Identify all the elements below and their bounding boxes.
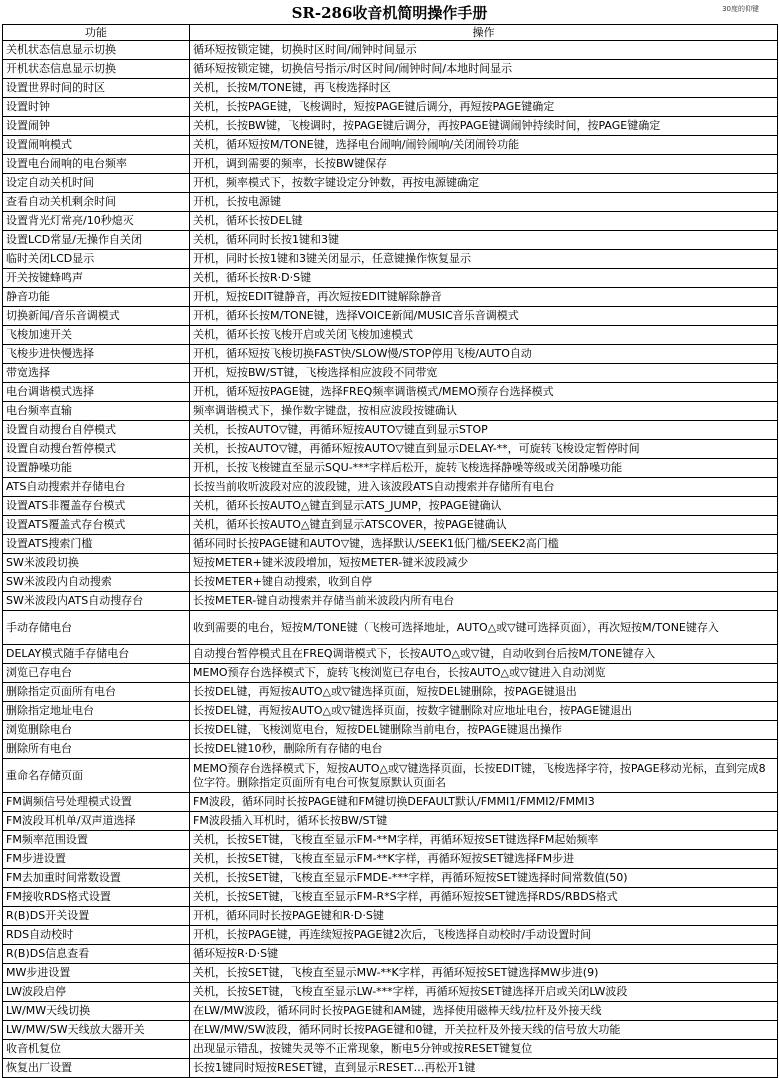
function-cell: 收音机复位: [3, 1040, 190, 1059]
table-row: [3, 664, 778, 683]
table-row: [3, 440, 778, 459]
table-row: [3, 592, 778, 611]
operation-table: [2, 24, 778, 1078]
function-cell: LW/MW/SW天线放大器开关: [3, 1021, 190, 1040]
operation-cell: 开机，循环短按PAGE键，选择FREQ频率调谐模式/MEMO预存台选择模式: [190, 383, 778, 402]
operation-cell: 关机，长按SET键，飞梭直至显示FMDE-***字样，再循环短按SET键选择时间常数值(50): [190, 869, 778, 888]
function-cell: 带宽选择: [3, 364, 190, 383]
function-cell: SW米波段切换: [3, 554, 190, 573]
table-row: [3, 193, 778, 212]
function-cell: FM步进设置: [3, 850, 190, 869]
operation-cell: FM波段插入耳机时，循环长按BW/ST键: [190, 812, 778, 831]
operation-cell: 关机，循环长按DEL键: [190, 212, 778, 231]
operation-cell: 关机，长按AUTO▽键，再循环短按AUTO▽键直到显示DELAY-**，可旋转飞梭设定暂停时间: [190, 440, 778, 459]
function-cell: 删除指定页面所有电台: [3, 683, 190, 702]
table-row: [3, 79, 778, 98]
operation-cell: 自动搜台暂停模式且在FREQ调谐模式下，长按AUTO△或▽键，自动收到台后按M/TONE键存入: [190, 645, 778, 664]
function-cell: FM接收RDS格式设置: [3, 888, 190, 907]
operation-cell: 长按DEL键，飞梭浏览电台，短按DEL键删除当前电台，按PAGE键退出操作: [190, 721, 778, 740]
table-row: [3, 535, 778, 554]
table-row: [3, 345, 778, 364]
table-row: [3, 1002, 778, 1021]
function-cell: SW米波段内自动搜索: [3, 573, 190, 592]
table-row: [3, 1059, 778, 1078]
table-row: [3, 793, 778, 812]
operation-cell: 收到需要的电台，短按M/TONE键（飞梭可选择地址，AUTO△或▽键可选择页面），再次短按M/TONE键存入: [190, 611, 778, 645]
function-cell: 浏览删除电台: [3, 721, 190, 740]
operation-cell: 长按当前收听波段对应的波段键，进入该波段ATS自动搜索并存储所有电台: [190, 478, 778, 497]
function-cell: 设置静噪功能: [3, 459, 190, 478]
table-row: [3, 983, 778, 1002]
function-cell: 重命名存储页面: [3, 759, 190, 793]
operation-cell: 开机，同时长按1键和3键关闭显示，任意键操作恢复显示: [190, 250, 778, 269]
table-row: [3, 888, 778, 907]
operation-cell: 频率调谐模式下，操作数字键盘，按相应波段按键确认: [190, 402, 778, 421]
table-row: [3, 554, 778, 573]
function-cell: 查看自动关机剩余时间: [3, 193, 190, 212]
function-cell: 切换新闻/音乐音调模式: [3, 307, 190, 326]
function-cell: 静音功能: [3, 288, 190, 307]
function-cell: MW步进设置: [3, 964, 190, 983]
operation-cell: 开机，调到需要的频率，长按BW键保存: [190, 155, 778, 174]
table-row: [3, 964, 778, 983]
operation-cell: 关机，长按PAGE键，飞梭调时，短按PAGE键后调分，再短按PAGE键确定: [190, 98, 778, 117]
operation-cell: 循环同时长按PAGE键和AUTO▽键，选择默认/SEEK1低门槛/SEEK2高门槛: [190, 535, 778, 554]
function-cell: 电台调谐模式选择: [3, 383, 190, 402]
function-cell: R(B)DS信息查看: [3, 945, 190, 964]
function-cell: 临时关闭LCD显示: [3, 250, 190, 269]
function-cell: RDS自动校时: [3, 926, 190, 945]
function-cell: 设置世界时间的时区: [3, 79, 190, 98]
operation-cell: 长按METER+键自动搜索，收到自停: [190, 573, 778, 592]
table-row: [3, 136, 778, 155]
operation-cell: 关机，循环短按M/TONE键，选择电台闹响/闹铃闹响/关闭闹铃功能: [190, 136, 778, 155]
table-row: [3, 721, 778, 740]
table-row: [3, 831, 778, 850]
table-row: [3, 269, 778, 288]
function-cell: FM去加重时间常数设置: [3, 869, 190, 888]
operation-cell: 关机，长按AUTO▽键，再循环短按AUTO▽键直到显示STOP: [190, 421, 778, 440]
table-row: [3, 155, 778, 174]
table-row: [3, 60, 778, 79]
function-cell: 设置闹响模式: [3, 136, 190, 155]
operation-cell: 长按DEL键，再短按AUTO△或▽键选择页面，按数字键删除对应地址电台，按PAGE键退出: [190, 702, 778, 721]
corner-note: 30度的仰键: [722, 5, 759, 13]
table-row: [3, 611, 778, 645]
function-cell: 设置自动搜台自停模式: [3, 421, 190, 440]
function-cell: 设定自动关机时间: [3, 174, 190, 193]
function-cell: FM调频信号处理模式设置: [3, 793, 190, 812]
table-row: [3, 307, 778, 326]
function-cell: DELAY模式随手存储电台: [3, 645, 190, 664]
table-row: [3, 812, 778, 831]
operation-cell: 关机，长按SET键，飞梭直至显示FM-**M字样，再循环短按SET键选择FM起始频率: [190, 831, 778, 850]
function-cell: 恢复出厂设置: [3, 1059, 190, 1078]
operation-cell: 开机，长按电源键: [190, 193, 778, 212]
header-operation: 操作: [190, 25, 778, 41]
table-row: [3, 41, 778, 60]
operation-cell: 关机，循环长按飞梭开启或关闭飞梭加速模式: [190, 326, 778, 345]
operation-cell: MEMO预存台选择模式下，旋转飞梭浏览已存电台，长按AUTO△或▽键进入自动浏览: [190, 664, 778, 683]
function-cell: ATS自动搜索并存储电台: [3, 478, 190, 497]
function-cell: 删除所有电台: [3, 740, 190, 759]
table-row: [3, 250, 778, 269]
function-cell: LW/MW天线切换: [3, 1002, 190, 1021]
table-row: [3, 117, 778, 136]
function-cell: FM频率范围设置: [3, 831, 190, 850]
function-cell: LW波段启停: [3, 983, 190, 1002]
operation-cell: 开机，长按PAGE键，再连续短按PAGE键2次后，飞梭选择自动校时/手动设置时间: [190, 926, 778, 945]
table-row: [3, 383, 778, 402]
operation-cell: 关机，长按SET键，飞梭直至显示FM-**K字样，再循环短按SET键选择FM步进: [190, 850, 778, 869]
operation-cell: 关机，循环长按R·D·S键: [190, 269, 778, 288]
operation-cell: 关机，循环同时长按1键和3键: [190, 231, 778, 250]
function-cell: 设置背光灯常亮/10秒熄灭: [3, 212, 190, 231]
function-cell: 开关按键蜂鸣声: [3, 269, 190, 288]
function-cell: 关机状态信息显示切换: [3, 41, 190, 60]
operation-cell: 关机，长按BW键，飞梭调时，按PAGE键后调分，再按PAGE键调闹钟持续时间，按PAGE键确定: [190, 117, 778, 136]
table-row: [3, 1040, 778, 1059]
operation-cell: 开机，短按EDIT键静音，再次短按EDIT键解除静音: [190, 288, 778, 307]
function-cell: 设置时钟: [3, 98, 190, 117]
function-cell: 电台频率直输: [3, 402, 190, 421]
function-cell: 删除指定地址电台: [3, 702, 190, 721]
operation-cell: 关机，长按SET键，飞梭直至显示LW-***字样，再循环短按SET键选择开启或关闭LW波段: [190, 983, 778, 1002]
operation-cell: FM波段，循环同时长按PAGE键和FM键切换DEFAULT默认/FMMI1/FMMI2/FMMI3: [190, 793, 778, 812]
operation-cell: 开机，循环短按飞梭切换FAST快/SLOW慢/STOP停用飞梭/AUTO自动: [190, 345, 778, 364]
operation-cell: 开机，短按BW/ST键，飞梭选择相应波段不同带宽: [190, 364, 778, 383]
operation-cell: 开机，循环同时长按PAGE键和R·D·S键: [190, 907, 778, 926]
operation-cell: 短按METER+键米波段增加，短按METER-键米波段减少: [190, 554, 778, 573]
table-row: [3, 702, 778, 721]
function-cell: 设置闹钟: [3, 117, 190, 136]
function-cell: 浏览已存电台: [3, 664, 190, 683]
table-row: [3, 740, 778, 759]
table-row: [3, 1021, 778, 1040]
function-cell: 设置ATS搜索门槛: [3, 535, 190, 554]
table-row: [3, 402, 778, 421]
operation-cell: 长按1键同时短按RESET键，直到显示RESET…再松开1键: [190, 1059, 778, 1078]
table-row: [3, 926, 778, 945]
table-row: [3, 516, 778, 535]
table-row: [3, 326, 778, 345]
function-cell: SW米波段内ATS自动搜存台: [3, 592, 190, 611]
table-header-row: [3, 25, 778, 41]
function-cell: 设置自动搜台暂停模式: [3, 440, 190, 459]
operation-cell: MEMO预存台选择模式下，短按AUTO△或▽键选择页面，长按EDIT键，飞梭选择字符，按PAGE移动光标，直到完成8位字符。删除指定页面所有电台可恢复原默认页面名: [190, 759, 778, 793]
table-row: [3, 907, 778, 926]
function-cell: 开机状态信息显示切换: [3, 60, 190, 79]
table-row: [3, 573, 778, 592]
table-row: [3, 231, 778, 250]
operation-cell: 在LW/MW/SW波段，循环同时长按PAGE键和0键，开关拉杆及外接天线的信号放大功能: [190, 1021, 778, 1040]
table-row: [3, 497, 778, 516]
function-cell: 飞梭步进快慢选择: [3, 345, 190, 364]
table-row: [3, 945, 778, 964]
function-cell: 设置电台闹响的电台频率: [3, 155, 190, 174]
operation-cell: 关机，循环长按AUTO△键直到显示ATSCOVER，按PAGE键确认: [190, 516, 778, 535]
operation-cell: 开机，长按飞梭键直至显示SQU-***字样后松开，旋转飞梭选择静噪等级或关闭静噪功能: [190, 459, 778, 478]
operation-cell: 开机，循环长按M/TONE键，选择VOICE新闻/MUSIC音乐音调模式: [190, 307, 778, 326]
operation-cell: 长按METER-键自动搜索并存储当前米波段内所有电台: [190, 592, 778, 611]
table-row: [3, 174, 778, 193]
function-cell: 设置ATS非覆盖存台模式: [3, 497, 190, 516]
function-cell: 飞梭加速开关: [3, 326, 190, 345]
page-title: SR-286收音机简明操作手册: [291, 4, 488, 22]
table-row: [3, 212, 778, 231]
operation-cell: 循环短按锁定键，切换信号指示/时区时间/闹钟时间/本地时间显示: [190, 60, 778, 79]
operation-cell: 长按DEL键10秒，删除所有存储的电台: [190, 740, 778, 759]
table-row: [3, 850, 778, 869]
operation-cell: 关机，长按SET键，飞梭直至显示MW-**K字样，再循环短按SET键选择MW步进(9): [190, 964, 778, 983]
table-row: [3, 645, 778, 664]
operation-cell: 关机，长按SET键，飞梭直至显示FM-R*S字样，再循环短按SET键选择RDS/RBDS格式: [190, 888, 778, 907]
table-row: [3, 459, 778, 478]
operation-cell: 在LW/MW波段，循环同时长按PAGE键和AM键，选择使用磁棒天线/拉杆及外接天线: [190, 1002, 778, 1021]
operation-cell: 关机，循环长按AUTO△键直到显示ATS_JUMP，按PAGE键确认: [190, 497, 778, 516]
table-row: [3, 478, 778, 497]
operation-cell: 出现显示错乱，按键失灵等不正常现象，断电5分钟或按RESET键复位: [190, 1040, 778, 1059]
function-cell: 设置ATS覆盖式存台模式: [3, 516, 190, 535]
table-row: [3, 288, 778, 307]
header-function: 功能: [3, 25, 190, 41]
table-row: [3, 364, 778, 383]
function-cell: R(B)DS开关设置: [3, 907, 190, 926]
operation-cell: 长按DEL键，再短按AUTO△或▽键选择页面，短按DEL键删除，按PAGE键退出: [190, 683, 778, 702]
table-row: [3, 98, 778, 117]
table-row: [3, 683, 778, 702]
function-cell: 设置LCD常显/无操作自关闭: [3, 231, 190, 250]
operation-cell: 关机，长按M/TONE键，再飞梭选择时区: [190, 79, 778, 98]
operation-cell: 循环短按锁定键，切换时区时间/闹钟时间显示: [190, 41, 778, 60]
table-row: [3, 421, 778, 440]
operation-cell: 循环短按R·D·S键: [190, 945, 778, 964]
table-row: [3, 869, 778, 888]
table-row: [3, 759, 778, 793]
function-cell: 手动存储电台: [3, 611, 190, 645]
function-cell: FM波段耳机单/双声道选择: [3, 812, 190, 831]
operation-cell: 开机，频率模式下，按数字键设定分钟数，再按电源键确定: [190, 174, 778, 193]
